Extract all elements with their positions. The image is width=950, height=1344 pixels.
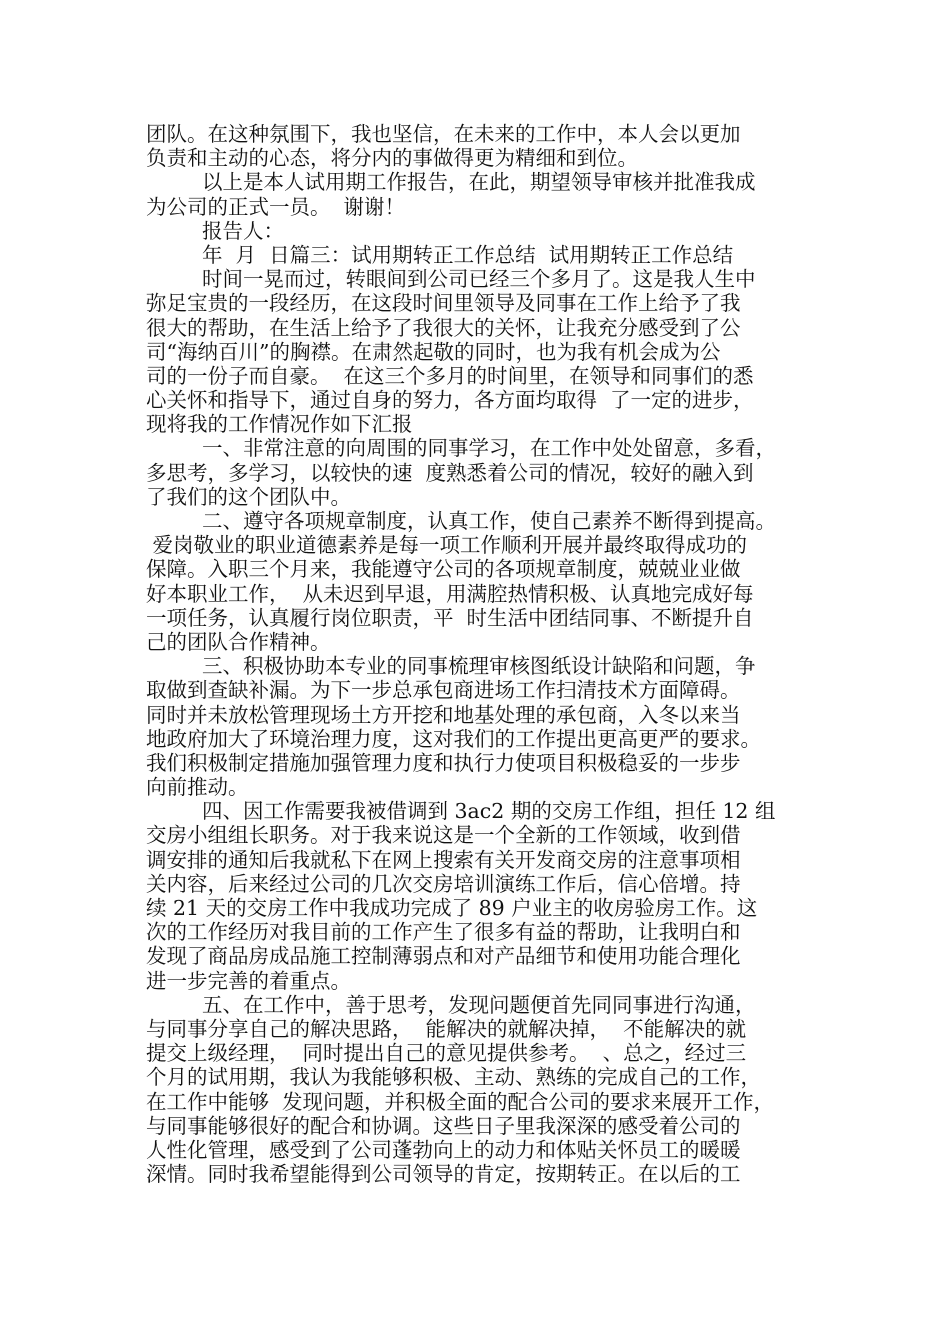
text-line: 与同事分享自己的解决思路， 能解决的就解决掉， 不能解决的就 (146, 1016, 747, 1041)
text-line: 五、在工作中，善于思考，发现问题便首先同同事进行沟通， (202, 992, 756, 1017)
text-line: 四、因工作需要我被借调到 3ac2 期的交房工作组，担任 12 组 (202, 799, 776, 824)
document-page (146, 122, 818, 1186)
text-line: 心关怀和指导下，通过自身的努力，各方面均取得 了一定的进步， (146, 388, 754, 413)
text-line: 了我们的这个团队中。 (146, 484, 351, 509)
text-line: 二、遵守各项规章制度，认真工作，使自己素养不断得到提高。 (202, 509, 776, 533)
text-line: 时间一晃而过，转眼间到公司已经三个多月了。这是我人生中 (202, 267, 756, 292)
text-line: 个月的试用期，我认为我能够积极、主动、熟练的完成自己的工作， (146, 1065, 761, 1090)
text-line: 年 月 日篇三：试用期转正工作总结 试用期转正工作总结 (202, 242, 734, 267)
text-line: 己的团队合作精神。 (146, 629, 331, 654)
text-line: 深情。同时我希望能得到公司领导的肯定，按期转正。在以后的工 (146, 1162, 741, 1187)
text-line: 取做到查缺补漏。为下一步总承包商进场工作扫清技术方面障碍。 (146, 678, 741, 703)
text-line: 负责和主动的心态，将分内的事做得更为精细和到位。 (146, 146, 638, 171)
text-line: 向前推动。 (146, 775, 249, 800)
text-line: 弥足宝贵的一段经历，在这段时间里领导及同事在工作上给予了我 (146, 291, 741, 316)
text-line: 团队。在这种氛围下，我也坚信，在未来的工作中，本人会以更加 (146, 122, 741, 146)
text-line: 以上是本人试用期工作报告，在此，期望领导审核并批准我成 (202, 170, 756, 195)
text-line: 续 21 天的交房工作中我成功完成了 89 户业主的收房验房工作。这 (146, 896, 758, 920)
text-line: 司的一份子而自豪。 在这三个多月的时间里，在领导和同事们的悉 (146, 363, 754, 388)
text-line: 发现了商品房成品施工控制薄弱点和对产品细节和使用功能合理化 (146, 944, 741, 969)
text-line: 现将我的工作情况作如下汇报 (146, 412, 413, 437)
text-line: 一项任务，认真履行岗位职责，平 时生活中团结同事、不断提升自 (146, 605, 754, 630)
text-line: 三、积极协助本专业的同事梳理审核图纸设计缺陷和问题，争 (202, 654, 756, 679)
text-line: 调安排的通知后我就私下在网上搜索有关开发商交房的注意事项相 (146, 847, 741, 872)
text-line: 进一步完善的着重点。 (146, 968, 351, 993)
text-line: 交房小组组长职务。对于我来说这是一个全新的工作领域，收到借 (146, 823, 741, 848)
text-line: 关内容，后来经过公司的几次交房培训演练工作后，信心倍增。持 (146, 871, 741, 896)
text-line: 多思考，多学习，以较快的速 度熟悉着公司的情况，较好的融入到 (146, 460, 754, 485)
text-line: 人性化管理，感受到了公司蓬勃向上的动力和体贴关怀员工的暖暖 (146, 1137, 741, 1162)
text-line: 次的工作经历对我目前的工作产生了很多有益的帮助，让我明白和 (146, 920, 741, 945)
text-line: 很大的帮助，在生活上给予了我很大的关怀，让我充分感受到了公 (146, 315, 741, 340)
text-line: 地政府加大了环境治理力度，这对我们的工作提出更高更严的要求。 (146, 726, 761, 751)
text-line: 为公司的正式一员。 谢谢！ (146, 194, 406, 219)
text-line: 司“海纳百川”的胸襟。在肃然起敬的同时，也为我有机会成为公 (146, 339, 721, 364)
text-line: 在工作中能够 发现问题，并积极全面的配合公司的要求来展开工作， (146, 1089, 775, 1114)
text-line: 一、非常注意的向周围的同事学习，在工作中处处留意，多看， (202, 436, 776, 461)
text-line: 与同事能够很好的配合和协调。这些日子里我深深的感受着公司的 (146, 1113, 741, 1138)
text-line: 报告人： (202, 218, 284, 243)
text-line: 同时并未放松管理现场土方开挖和地基处理的承包商，入冬以来当 (146, 702, 741, 727)
text-line: 爱岗敬业的职业道德素养是每一项工作顺利开展并最终取得成功的 (146, 533, 748, 558)
text-line: 我们积极制定措施加强管理力度和执行力使项目积极稳妥的一步步 (146, 750, 741, 775)
text-line: 保障。入职三个月来，我能遵守公司的各项规章制度，兢兢业业做 (146, 557, 741, 582)
text-line: 好本职业工作， 从未迟到早退，用满腔热情积极、认真地完成好每 (146, 581, 754, 606)
text-line: 提交上级经理， 同时提出自己的意见提供参考。 、总之，经过三 (146, 1041, 747, 1066)
